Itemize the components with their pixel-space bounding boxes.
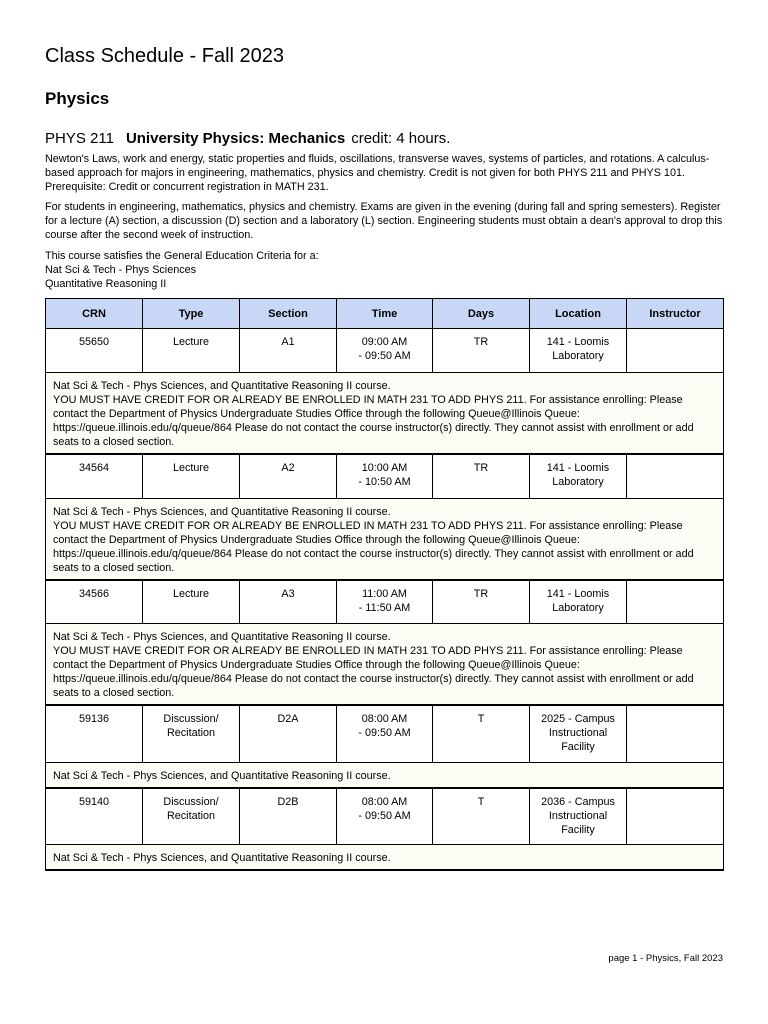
cell-crn: 55650	[46, 329, 143, 373]
course-code: PHYS 211	[45, 130, 114, 147]
course-name: University Physics: Mechanics	[125, 130, 346, 147]
department-heading: Physics	[45, 89, 110, 108]
gen-ed-item: Nat Sci & Tech - Phys Sciences	[45, 264, 197, 276]
cell-instructor	[627, 580, 724, 624]
cell-location: 2036 - Campus Instructional Facility	[530, 788, 627, 845]
cell-instructor	[627, 329, 724, 373]
course-description: Newton's Laws, work and energy, static properties and fluids, oscillations, transverse waves, systems of particles, and rotations. A calculus-based approach for majors in engineering, mathematics, physics and chemistry. Credit is not given for both PHYS 211 and PHYS 101. Prerequisite: Credit or concurrent registration in MATH 231.	[45, 153, 710, 193]
table-row	[46, 454, 724, 498]
cell-section: A3	[240, 580, 337, 624]
cell-time: 11:00 AM - 11:50 AM	[337, 580, 433, 624]
header-days: Days	[433, 299, 530, 329]
table-note-row	[46, 762, 724, 788]
gen-ed-criteria	[45, 249, 725, 291]
cell-location: 141 - Loomis Laboratory	[530, 580, 627, 624]
table-note-row	[46, 845, 724, 871]
gen-ed-item: Quantitative Reasoning II	[45, 278, 167, 290]
cell-days: TR	[433, 580, 530, 624]
cell-section: D2A	[240, 705, 337, 762]
table-row	[46, 705, 724, 762]
course-credit: credit: 4 hours.	[351, 130, 451, 147]
header-location: Location	[530, 299, 627, 329]
section-note: Nat Sci & Tech - Phys Sciences, and Quantitative Reasoning II course.	[46, 845, 724, 871]
page-footer: page 1 - Physics, Fall 2023	[608, 953, 723, 964]
cell-instructor	[627, 454, 724, 498]
table-header-row	[46, 299, 724, 329]
cell-type: Lecture	[143, 329, 240, 373]
cell-type: Discussion/ Recitation	[143, 788, 240, 845]
gen-ed-intro: This course satisfies the General Education Criteria for a:	[45, 250, 319, 262]
section-note: Nat Sci & Tech - Phys Sciences, and Quantitative Reasoning II course. YOU MUST HAVE CREDIT FOR OR ALREADY BE ENROLLED IN MATH 231 TO ADD PHYS 211. For assistance enrolling: Please contact the Department of Physics Undergraduate Studies Office through the following Queue@Illinois Queue: https://queue.illinois.edu/q/queue/864 Please do not contact the course instructor(s) directly. They cannot assist with enrollment or add seats to a closed section.	[46, 624, 724, 706]
cell-crn: 59140	[46, 788, 143, 845]
table-row	[46, 329, 724, 373]
schedule-body	[46, 329, 724, 871]
cell-time: 08:00 AM - 09:50 AM	[337, 788, 433, 845]
cell-instructor	[627, 788, 724, 845]
cell-days: TR	[433, 329, 530, 373]
header-time: Time	[337, 299, 433, 329]
course-notes: For students in engineering, mathematics, physics and chemistry. Exams are given in the evening (during fall and spring semesters). Register for a lecture (A) section, a discussion (D) section and a laboratory (L) section. Engineering students must obtain a dean's approval to drop this course after the second week of instruction.	[45, 201, 723, 241]
cell-location: 2025 - Campus Instructional Facility	[530, 705, 627, 762]
cell-crn: 34566	[46, 580, 143, 624]
table-row	[46, 580, 724, 624]
cell-time: 08:00 AM - 09:50 AM	[337, 705, 433, 762]
header-type: Type	[143, 299, 240, 329]
cell-time: 09:00 AM - 09:50 AM	[337, 329, 433, 373]
cell-section: A2	[240, 454, 337, 498]
header-instructor: Instructor	[627, 299, 724, 329]
cell-type: Lecture	[143, 580, 240, 624]
cell-section: D2B	[240, 788, 337, 845]
table-row	[46, 788, 724, 845]
section-note: Nat Sci & Tech - Phys Sciences, and Quantitative Reasoning II course.	[46, 762, 724, 788]
course-heading	[45, 130, 450, 147]
cell-type: Discussion/ Recitation	[143, 705, 240, 762]
cell-days: T	[433, 788, 530, 845]
section-note: Nat Sci & Tech - Phys Sciences, and Quantitative Reasoning II course. YOU MUST HAVE CREDIT FOR OR ALREADY BE ENROLLED IN MATH 231 TO ADD PHYS 211. For assistance enrolling: Please contact the Department of Physics Undergraduate Studies Office through the following Queue@Illinois Queue: https://queue.illinois.edu/q/queue/864 Please do not contact the course instructor(s) directly. They cannot assist with enrollment or add seats to a closed section.	[46, 373, 724, 455]
section-note: Nat Sci & Tech - Phys Sciences, and Quantitative Reasoning II course. YOU MUST HAVE CREDIT FOR OR ALREADY BE ENROLLED IN MATH 231 TO ADD PHYS 211. For assistance enrolling: Please contact the Department of Physics Undergraduate Studies Office through the following Queue@Illinois Queue: https://queue.illinois.edu/q/queue/864 Please do not contact the course instructor(s) directly. They cannot assist with enrollment or add seats to a closed section.	[46, 498, 724, 580]
cell-type: Lecture	[143, 454, 240, 498]
cell-location: 141 - Loomis Laboratory	[530, 329, 627, 373]
table-note-row	[46, 498, 724, 580]
cell-days: T	[433, 705, 530, 762]
cell-instructor	[627, 705, 724, 762]
header-crn: CRN	[46, 299, 143, 329]
cell-time: 10:00 AM - 10:50 AM	[337, 454, 433, 498]
cell-location: 141 - Loomis Laboratory	[530, 454, 627, 498]
cell-crn: 34564	[46, 454, 143, 498]
cell-crn: 59136	[46, 705, 143, 762]
cell-days: TR	[433, 454, 530, 498]
table-note-row	[46, 624, 724, 706]
page-title: Class Schedule - Fall 2023	[45, 45, 285, 67]
table-note-row	[46, 373, 724, 455]
cell-section: A1	[240, 329, 337, 373]
schedule-table	[45, 298, 724, 871]
header-section: Section	[240, 299, 337, 329]
